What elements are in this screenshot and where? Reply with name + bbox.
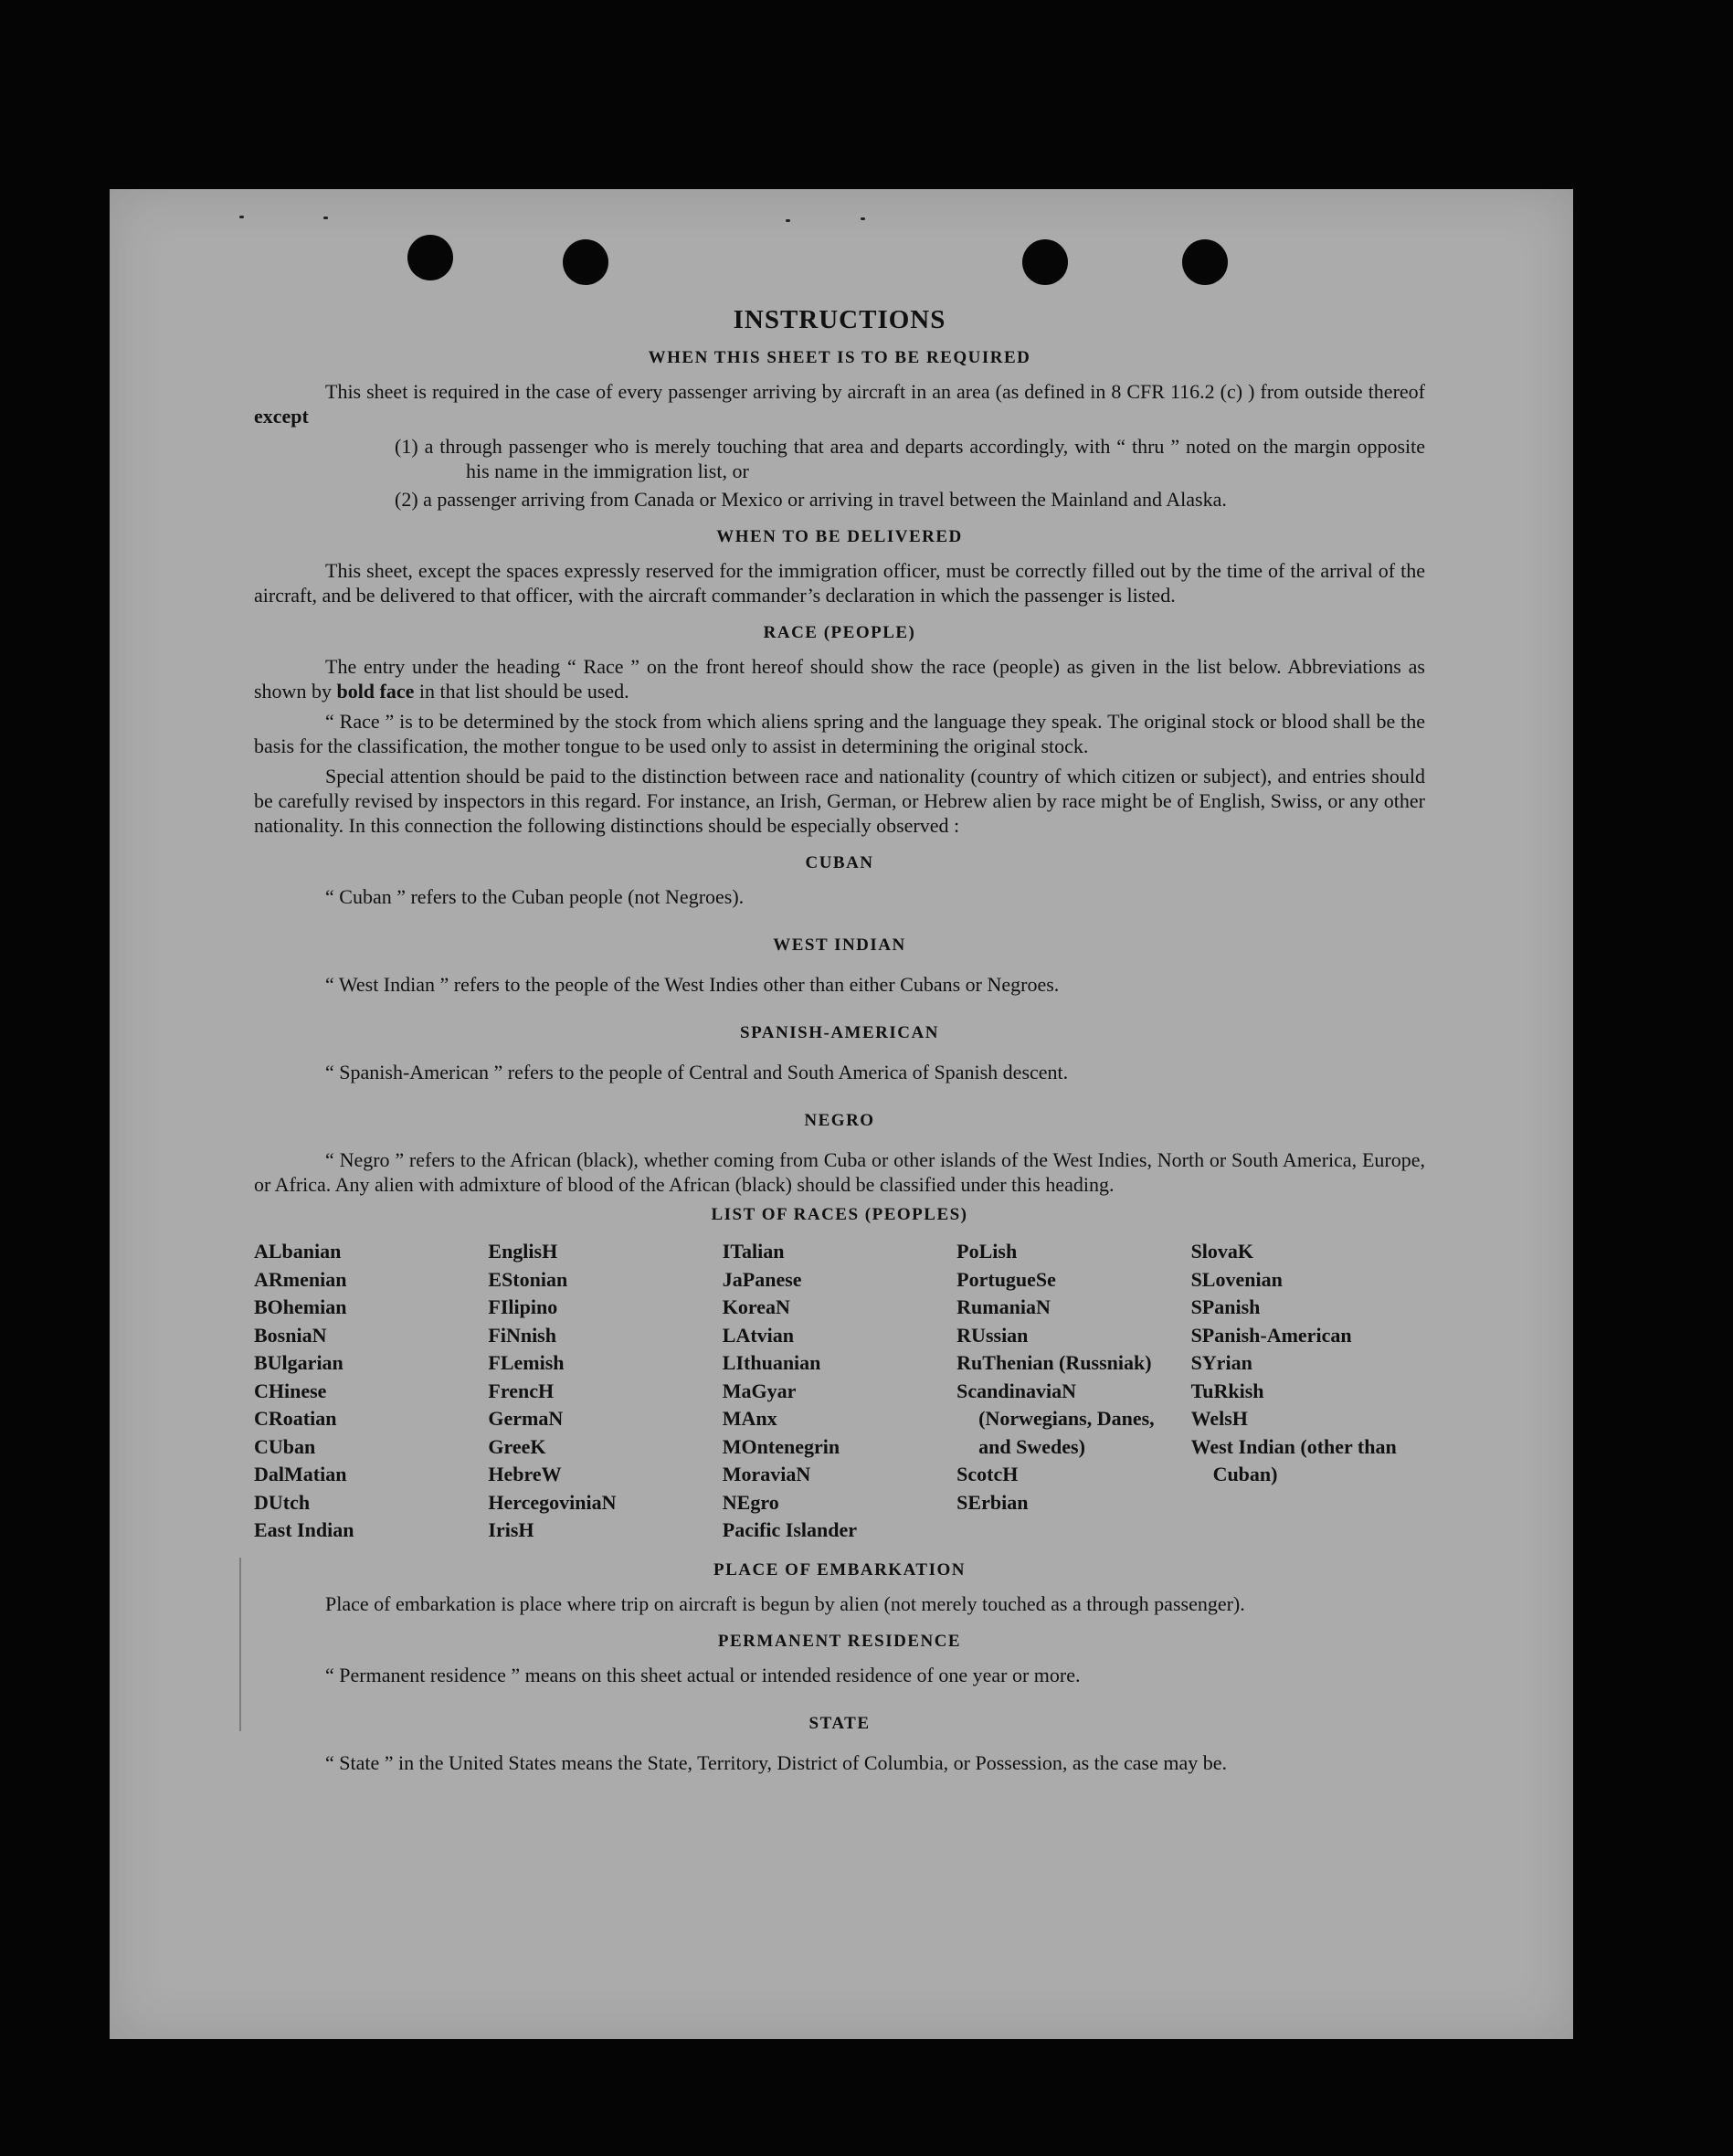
race-entry: FrencH bbox=[488, 1379, 555, 1402]
race-entry: SPanish-American bbox=[1190, 1323, 1352, 1347]
race-entry: ALbanian bbox=[254, 1240, 342, 1263]
paragraph-state: “ State ” in the United States means the State, Territory, District of Columbia, or Possession, as the case may be. bbox=[325, 1750, 1228, 1774]
race-entry: SlovaK bbox=[1190, 1240, 1254, 1263]
race-entry: SYrian bbox=[1190, 1351, 1252, 1374]
embarkation-residence-block bbox=[254, 1558, 1425, 1687]
race-entry: LAtvian bbox=[722, 1323, 795, 1347]
race-entry: MaGyar bbox=[722, 1379, 797, 1402]
race-entry: FLemish bbox=[488, 1351, 565, 1374]
vertical-rule bbox=[239, 1558, 241, 1731]
race-entry: BOhemian bbox=[254, 1295, 347, 1318]
text: in that list should be used. bbox=[418, 680, 629, 703]
race-entry: NEgro bbox=[722, 1490, 779, 1514]
race-entry: KoreaN bbox=[722, 1295, 790, 1318]
document-sheet bbox=[110, 189, 1573, 2039]
races-column bbox=[254, 1238, 488, 1545]
race-entry: Pacific Islander bbox=[722, 1518, 858, 1541]
race-entry: GermaN bbox=[488, 1407, 564, 1430]
race-entry: LIthuanian bbox=[722, 1351, 821, 1374]
race-entry: RuThenian (Russniak) bbox=[956, 1351, 1152, 1374]
heading-embarkation: PLACE OF EMBARKATION bbox=[713, 1559, 966, 1580]
punch-hole bbox=[1022, 239, 1068, 285]
race-entry: MAnx bbox=[722, 1407, 777, 1430]
paragraph-west-indian: “ West Indian ” refers to the people of the West Indies other than either Cubans or Negroes. bbox=[325, 973, 1060, 996]
text: This sheet is required in the case of every passenger arriving by aircraft in an area (as defined in 8 CFR 116.2 (c) ) from outside thereof bbox=[325, 380, 1425, 403]
speck bbox=[323, 217, 328, 219]
speck bbox=[239, 216, 244, 218]
paragraph-spanish-american: “ Spanish-American ” refers to the people of Central and South America of Spanish descent. bbox=[325, 1061, 1069, 1083]
heading-negro: NEGRO bbox=[804, 1111, 875, 1130]
paragraph-negro: “ Negro ” refers to the African (black), whether coming from Cuba or other islands of the West Indies, North or South America, Europe, or Africa. Any alien with admixture of blood of the African (black) should be classified under this heading. bbox=[254, 1148, 1425, 1196]
heading-residence: PERMANENT RESIDENCE bbox=[717, 1631, 962, 1651]
race-entry: FIlipino bbox=[488, 1295, 558, 1318]
bold-text: except bbox=[254, 405, 309, 428]
races-column bbox=[956, 1238, 1190, 1545]
race-entry: ITalian bbox=[722, 1240, 785, 1263]
race-entry: BosniaN bbox=[254, 1323, 327, 1347]
paragraph-race-1 bbox=[254, 654, 1425, 703]
race-entry: East Indian bbox=[254, 1518, 354, 1541]
heading-west-indian: WEST INDIAN bbox=[773, 935, 906, 955]
races-list bbox=[254, 1238, 1425, 1545]
race-entry: CRoatian bbox=[254, 1407, 337, 1430]
race-entry: West Indian (other than Cuban) bbox=[1190, 1434, 1397, 1485]
race-entry: DalMatian bbox=[254, 1463, 347, 1485]
page-title: INSTRUCTIONS bbox=[733, 305, 946, 334]
speck bbox=[786, 219, 790, 222]
race-entry: TuRkish bbox=[1190, 1379, 1264, 1402]
races-column bbox=[488, 1238, 722, 1545]
speck bbox=[861, 217, 865, 220]
race-entry: SPanish bbox=[1190, 1295, 1261, 1318]
race-entry: PortugueSe bbox=[956, 1267, 1056, 1291]
punch-hole bbox=[1182, 239, 1228, 285]
instructions-content bbox=[254, 305, 1425, 1781]
race-entry: IrisH bbox=[488, 1518, 534, 1541]
paragraph-cuban: “ Cuban ” refers to the Cuban people (not Negroes). bbox=[325, 885, 745, 908]
race-entry: DUtch bbox=[254, 1490, 311, 1514]
race-entry: JaPanese bbox=[722, 1267, 802, 1291]
list-item: (2) a passenger arriving from Canada or Mexico or arriving in travel between the Mainland and Alaska. bbox=[395, 488, 1227, 511]
race-entry: ScandinaviaN (Norwegians, Danes, and Swedes) bbox=[956, 1379, 1155, 1458]
paragraph-when-delivered: This sheet, except the spaces expressly reserved for the immigration officer, must be correctly filled out by the time of the arrival of the aircraft, and be delivered to that officer, with the aircraft commander’s declaration in which the passenger is listed. bbox=[254, 559, 1425, 607]
race-entry: ARmenian bbox=[254, 1267, 347, 1291]
paragraph-race-3: Special attention should be paid to the distinction between race and nationality (country of which citizen or subject), and entries should be carefully revised by inspectors in this regard. For instance, an Irish, German, or Hebrew alien by race might be of English, Swiss, or any other nationality. In this connection the following distinctions should be especially observed : bbox=[254, 765, 1425, 837]
paragraph-embarkation: Place of embarkation is place where trip on aircraft is begun by alien (not merely touched as a through passenger). bbox=[325, 1591, 1245, 1615]
heading-when-required: WHEN THIS SHEET IS TO BE REQUIRED bbox=[648, 348, 1031, 367]
race-entry: BUlgarian bbox=[254, 1351, 343, 1374]
races-column bbox=[723, 1238, 956, 1545]
race-entry: HebreW bbox=[488, 1463, 562, 1485]
race-entry: EnglisH bbox=[488, 1240, 558, 1263]
race-entry: CHinese bbox=[254, 1379, 327, 1402]
heading-cuban: CUBAN bbox=[805, 853, 874, 872]
heading-race: RACE (PEOPLE) bbox=[763, 623, 916, 642]
race-entry: MOntenegrin bbox=[722, 1434, 840, 1458]
paragraph-race-2: “ Race ” is to be determined by the stock from which aliens spring and the language they speak. The original stock or blood shall be the basis for the classification, the mother tongue to be used only to assist in determining the original stock. bbox=[254, 710, 1425, 757]
race-entry: EStonian bbox=[488, 1267, 568, 1291]
heading-state: STATE bbox=[808, 1713, 871, 1733]
race-entry: RUssian bbox=[956, 1323, 1029, 1347]
race-entry: GreeK bbox=[488, 1434, 546, 1458]
race-entry: ScotcH bbox=[956, 1463, 1019, 1485]
race-entry: SLovenian bbox=[1190, 1267, 1283, 1291]
heading-when-delivered: WHEN TO BE DELIVERED bbox=[716, 527, 963, 546]
races-column bbox=[1191, 1238, 1425, 1545]
paragraph-when-required bbox=[254, 379, 1425, 428]
race-entry: WelsH bbox=[1190, 1407, 1248, 1430]
race-entry: PoLish bbox=[956, 1240, 1018, 1263]
race-entry: FiNnish bbox=[488, 1323, 556, 1347]
race-entry: CUban bbox=[254, 1434, 316, 1458]
list-item: (1) a through passenger who is merely touching that area and departs accordingly, with “ thru ” noted on the margin opposite his name in the immigration list, or bbox=[395, 435, 1425, 482]
punch-hole bbox=[563, 239, 608, 285]
text: The entry under the heading “ Race ” on the front hereof should show the race (people) as given in the list below. Abbreviations as shown by bbox=[254, 655, 1425, 703]
bold-text: bold face bbox=[336, 680, 415, 703]
race-entry: HercegoviniaN bbox=[488, 1490, 617, 1514]
race-entry: MoraviaN bbox=[722, 1463, 811, 1485]
punch-hole bbox=[407, 235, 453, 280]
race-entry: RumaniaN bbox=[956, 1295, 1051, 1318]
heading-list-of-races: LIST OF RACES (PEOPLES) bbox=[711, 1205, 968, 1224]
paragraph-residence: “ Permanent residence ” means on this sheet actual or intended residence of one year or more. bbox=[325, 1663, 1081, 1686]
heading-spanish-american: SPANISH-AMERICAN bbox=[740, 1023, 939, 1042]
race-entry: SErbian bbox=[956, 1490, 1029, 1514]
